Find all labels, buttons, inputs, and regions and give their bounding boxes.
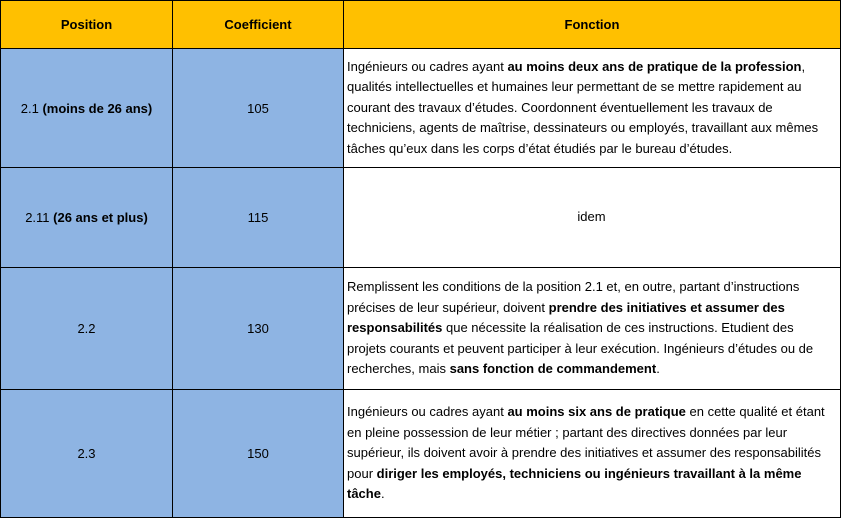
fonction-text: Ingénieurs ou cadres ayant xyxy=(347,404,508,420)
table-row xyxy=(1,390,841,518)
position-number: 2.11 xyxy=(25,210,50,225)
coefficient-cell: 150 xyxy=(173,390,344,518)
fonction-text: . xyxy=(656,361,660,377)
fonction-text: que nécessite la réalisation de ces instructions. Etudient des projets courants et peuvent participer à leur exécution. Ingénieurs d’études ou de recherches, mais xyxy=(347,320,814,377)
position-cell xyxy=(1,49,173,168)
fonction-text: Remplissent les conditions de la position 2.1 et, en outre, partant d’instructions précises de leur supérieur, doivent xyxy=(347,279,800,315)
header-coefficient: Coefficient xyxy=(173,1,344,49)
fonction-cell xyxy=(344,268,841,390)
fonction-cell xyxy=(344,390,841,518)
position-number: 2.2 xyxy=(77,321,96,336)
fonction-text: en cette qualité et étant en pleine possession de leur métier ; partant des directives données par leur supérieur, ils doivent avoir à prendre des initiatives et assumer des responsabilités pour xyxy=(347,404,825,481)
position-number: 2.1 xyxy=(20,100,39,116)
fonction-cell xyxy=(344,49,841,168)
table-row xyxy=(1,49,841,168)
header-row xyxy=(1,1,841,49)
fonction-text: idem xyxy=(577,209,606,225)
position-cell xyxy=(1,390,173,518)
position-cell xyxy=(1,268,173,390)
coefficient-cell: 105 xyxy=(173,49,344,168)
position-cell xyxy=(1,168,173,268)
header-fonction: Fonction xyxy=(344,1,841,49)
fonction-cell xyxy=(344,168,841,268)
fonction-emphasis: au moins deux ans de pratique de la profession xyxy=(507,58,802,74)
coefficient-cell: 115 xyxy=(173,168,344,268)
header-position: Position xyxy=(1,1,173,49)
fonction-emphasis: sans fonction de commandement xyxy=(449,361,657,377)
position-note: (moins de 26 ans) xyxy=(42,100,153,116)
fonction-text: , qualités intellectuelles et humaines leur permettant de se mettre rapidement au courant des travaux d’études. Coordonnent éventuellement les travaux de techniciens, agents de maîtrise, dessinateurs ou employés, travaillant aux mêmes tâches qu’eux dans les corps d’état étudiés par le bureau d’études. xyxy=(347,58,819,156)
fonction-emphasis: diriger les employés, techniciens ou ingénieurs travaillant à la même tâche xyxy=(347,465,802,502)
table-row xyxy=(1,268,841,390)
position-note: (26 ans et plus) xyxy=(53,210,148,225)
fonction-emphasis: au moins six ans de pratique xyxy=(507,404,686,420)
table-row xyxy=(1,168,841,268)
coefficient-cell: 130 xyxy=(173,268,344,390)
position-number: 2.3 xyxy=(77,446,96,461)
fonction-text: . xyxy=(380,486,385,502)
fonction-text: Ingénieurs ou cadres ayant xyxy=(347,58,508,74)
fonction-emphasis: prendre des initiatives et assumer des responsabilités xyxy=(347,299,785,336)
